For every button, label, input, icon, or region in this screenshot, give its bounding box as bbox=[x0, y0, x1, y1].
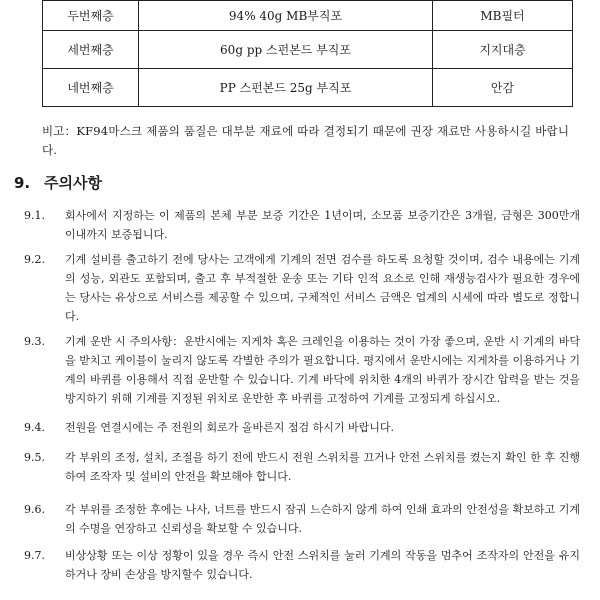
layer-cell: 세번째층 bbox=[43, 31, 139, 69]
item-number: 9.4. bbox=[24, 421, 45, 434]
item-number: 9.6. bbox=[24, 503, 45, 516]
item-text: 각 부위의 조정, 설치, 조절을 하기 전에 반드시 전원 스위치를 끄거나 안전 스위치를 켰는지 확인 한 후 진행하여 조작자 및 설비의 안전을 확보해야 합니다. bbox=[65, 451, 580, 483]
section-number: 9. bbox=[14, 174, 31, 192]
item-text: 전원을 연결시에는 주 전원의 회로가 올바른지 점검 하시기 바랍니다. bbox=[65, 421, 394, 434]
materials-table bbox=[42, 0, 573, 107]
layer-cell: 두번째층 bbox=[43, 1, 139, 31]
section-heading bbox=[14, 172, 102, 193]
layer-cell: 네번째층 bbox=[43, 69, 139, 107]
role-cell: 안감 bbox=[433, 69, 573, 107]
item-number: 9.5. bbox=[24, 451, 45, 464]
item-text: 각 부위를 조정한 후에는 나사, 너트를 반드시 잠궈 느슨하지 않게 하여 인쇄 효과의 안전성을 확보하고 기계의 수명을 연장하고 신뢰성을 확보할 수 있습니다. bbox=[65, 503, 580, 535]
material-cell: 94% 40g MB부직포 bbox=[139, 1, 433, 31]
note-text: 비고：KF94마스크 제품의 품질은 대부분 재료에 따라 결정되기 때문에 권장 재료만 사용하시길 바랍니다. bbox=[42, 124, 570, 157]
item-number: 9.7. bbox=[24, 549, 45, 562]
role-cell: 지지대층 bbox=[433, 31, 573, 69]
item-text: 비상상황 또는 이상 정황이 있을 경우 즉시 안전 스위치를 눌러 기계의 작동을 멈추어 조작자의 안전을 유지하거나 장비 손상을 방지할수 있습니다. bbox=[65, 549, 580, 581]
item-text: 회사에서 지정하는 이 제품의 본체 부분 보증 기간은 1년이며, 소모품 보증기간은 3개월, 금형은 300만개 이내까지 보증됩니다. bbox=[65, 209, 580, 241]
table-row bbox=[43, 69, 573, 107]
item-number: 9.3. bbox=[24, 335, 45, 348]
item-text: 기계 설비를 출고하기 전에 당사는 고객에게 기계의 전면 검수를 하도록 요청할 것이며, 검수 내용에는 기계의 성능, 외관도 포함되며, 출고 후 부적절한 운송 또는 기타 인적 요소로 인해 재생능검사가 필요한 경우에는 당사는 유상으로 서비스를 제공할 수 있으며, 구체적인 서비스 금액은 업계의 시세에 따라 별도로 정합니다. bbox=[65, 253, 580, 323]
section-title: 주의사항 bbox=[44, 174, 102, 192]
table-row bbox=[43, 31, 573, 69]
material-cell: 60g pp 스펀본드 부직포 bbox=[139, 31, 433, 69]
item-text: 기계 운반 시 주의사항：운반시에는 지게차 혹은 크레인을 이용하는 것이 가장 좋으며, 운반 시 기계의 바닥을 받치고 케이블이 눌리지 않도록 각별한 주의가 필요합니다. 평지에서 운반시에는 지게차를 이용하거나 기계의 바퀴를 이용해서 직접 운반할 수 있습니다. 기계 바닥에 위치한 4개의 바퀴가 장시간 압력을 받는 것을 방지하기 위해 기계를 지정된 위치로 운반한 후 바퀴를 고정하여 기계를 고정되게 하십시오. bbox=[65, 335, 580, 405]
item-number: 9.2. bbox=[24, 253, 45, 266]
role-cell: MB필터 bbox=[433, 1, 573, 31]
material-cell: PP 스펀본드 25g 부직포 bbox=[139, 69, 433, 107]
table-row bbox=[43, 1, 573, 31]
item-number: 9.1. bbox=[24, 209, 45, 222]
